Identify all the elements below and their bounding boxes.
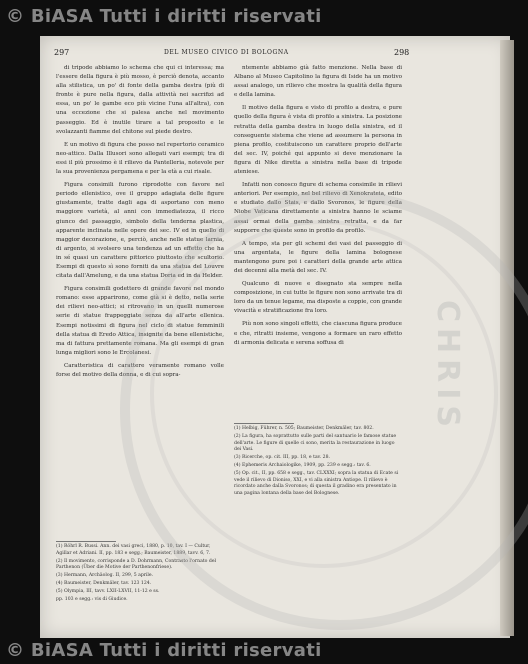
paragraph: Figura consimili godettero di grande favore nel mondo romano: esse apparirono, come già si è detto, nella serie dei rilievi neo-attici; si ritrovano in un quelli numerose serie di statue frappeggiate senza da all'arte ellenica. Esempi notissimi di figura nel ciclo di statue femminili della statua di Eredo Attica, insignite da bene ellenistiche, ma di fattura prettamente romana. Ma gli esempi di gran lunga migliori sono le Ercolanesi.: [56, 286, 224, 356]
footnote: (2) La figura, ha soprattutto sulle parti del santuario le famose statue dell'arte. Le figure di quelle ci sono, merita la restaurazione in luogo dei Vasi.: [234, 433, 397, 453]
right-text-column: [234, 64, 402, 352]
footnote-rule-left: [56, 541, 116, 542]
footnote: pp. 103 e segg.: vis di Giudice.: [56, 596, 128, 602]
footnote: (5) Olympia, III, tavv. LXII-LXVII, 11-12 e ss.: [56, 588, 160, 594]
footnote: (1) Röhrl R. Bussi. Ann. dei vasi greci, 1880, p. 10, tav. I — Cultur, Agillar et Adriani. II, pp. 183 e segg.; Baumeister, 1889, tavv. 6, 7.: [56, 544, 211, 556]
paragraph: ntemente abbiamo già fatto menzione. Nella base di Albano al Museo Capitolino la figura di Iside ha un motivo assai analogo, un rilievo che mostra la qualità della figura e della lamina.: [234, 65, 402, 99]
paragraph: Infatti non conosco figure di schema consimile in rilievi anteriori. Per esempio, nel bel rilievo di Xenokrateia, edito e studiato dallo Stais, e dallo Svoronos, le figure della Niobe Vaticana direttamente a sinistra hanno le sciame assai ormai della gamba sinistra retratta, e da far supporre che queste sono in profilo da profilo.: [234, 182, 402, 234]
footnote: (2) Il movimento, corrisponde a D. Dohrmann, Contrasto l'ornato del Parthenon (Über die Motive der Parthenonfriese).: [56, 558, 217, 571]
paragraph: Caratteristica di carattere veramente romano volle forse del motivo della donna, e di cui sopra-: [56, 362, 224, 378]
paragraph: E un motivo di figura che posso nel repertorio ceramico neo-attico. Dalla Illusori sono allegati vari esempi; tra di essi il più prossimo è il rilievo da Pantelleria, notevole per la sua provenienza pergamena e per la età a cui risale.: [56, 141, 224, 176]
paragraph: Più non sono singoli effetti, che ciascuna figura produce e che, ritratti insieme, vengono a formare un raro effetto di armonia delicata e serena soffusa di: [234, 321, 402, 346]
left-footnotes: [56, 544, 224, 604]
page-number-left: 297: [54, 48, 70, 57]
paragraph: di tripode abbiamo lo schema che qui ci interessa; ma l'essere della figura è più mosso, è perciò denota, accanto alla stilistica, un po' di fonte della gamba destra (più di fronte è pure nella figura, dalla attività nei sacrifizi ad essa, un po' le gambe eco più vicine l'una all'altra), con una eccezione che si palesa anche nel movimento passeggio. Ed è inutile tirare a tal proposito e le svolazzanti fiamme del chitone sul piede destro.: [56, 65, 224, 135]
footnote-rule-right: [234, 423, 294, 424]
copyright-watermark-top: © BiASA Tutti i diritti riservati: [6, 6, 322, 27]
copyright-watermark-bottom: © BiASA Tutti i diritti riservati: [6, 640, 322, 661]
paragraph: Il motivo della figura e visto di profilo a destra, e pure quello della figura è vista di profilo a sinistra. La posizione retratta della gamba destra in luogo della sinistra, ed il conseguente sistema che viene ad assumere la persona in piena profilo, costituiscono un carattere proprio dell'arte del sec. IV, poiché qui appunto si deve menzionare la figura di Nike diretta a sinistra nella base di tripode ateniese.: [234, 105, 402, 176]
footnote: (3) Ricerche, op. cit. III, pp. 18, e tav. 28.: [234, 455, 330, 461]
right-footnotes: [234, 426, 402, 499]
seal-lettering: CHRIS: [430, 300, 465, 433]
page-number-right: 298: [394, 48, 410, 57]
page-edge: [500, 40, 514, 636]
footnote: (4) Ephemeris Archaiologike, 1909, pp. 239 e segg.: tav. 6.: [234, 462, 371, 468]
footnote: (1) Helbig, Führer, n. 505; Baumeister, Denkmäler, tav. 802.: [234, 426, 374, 431]
paragraph: Qualcuno di nuove e disegnato sta sempre nella composizione, in cui tutte le figure non sono arrivate tra di loro da un tenue legame, ma disposte a coppie, con grande vivacità e stratificazione fra loro.: [234, 281, 402, 315]
footnote: (5) Op. cit., II, pp. 658 e segg., tav. CLXXXI; sopra la statua di Ecate si vede il rilievo di Dioniso, XXI, e vi alla sinistra Antiope. Il rilievo è ricordato anche dalla Svoronos; di questa il gradino era presentato in una pagina lontana della base del Bolognese.: [234, 470, 399, 497]
footnote: (3) Hermann, Archäolog. II, 299, 5 aprile.: [56, 573, 154, 579]
left-text-column: [56, 64, 224, 384]
footnote: (4) Baumeister, Denkmäler, tav. 123 124.: [56, 580, 152, 586]
paragraph: Figura consimili furono riprodotte con favore nel periodo ellenistico, ove il gruppo adagiata delle figure giustamente, tratte dagli aga di asportano con meno maggiore varietà, al anni con immediatezza, il ricco giunco del passaggio, simbolo della tenderna plastica, apparente inclinata nelle opere dei sec. IV ed in quello di maggior decorazione, e, perciò, anche nelle statue larnia, di argento, si svolsero una tendenza ad un effetto che ha in sé quasi un carattere pittorico piuttosto che scultorio. Esempi di questo sì sono forniti da una statua del Louvre citata dall'Amelung, e da una statua Doria ed in da Helder.: [56, 182, 224, 280]
paragraph: A tempo, sta per gli schemi dei vasi del passeggio di una argentata, le figure della lamina bolognese mantengono pure poi i caratteri della grande arte attica dei decenni alla metà del sec. IV.: [234, 240, 402, 274]
running-title: DEL MUSEO CIVICO DI BOLOGNA: [164, 49, 289, 56]
